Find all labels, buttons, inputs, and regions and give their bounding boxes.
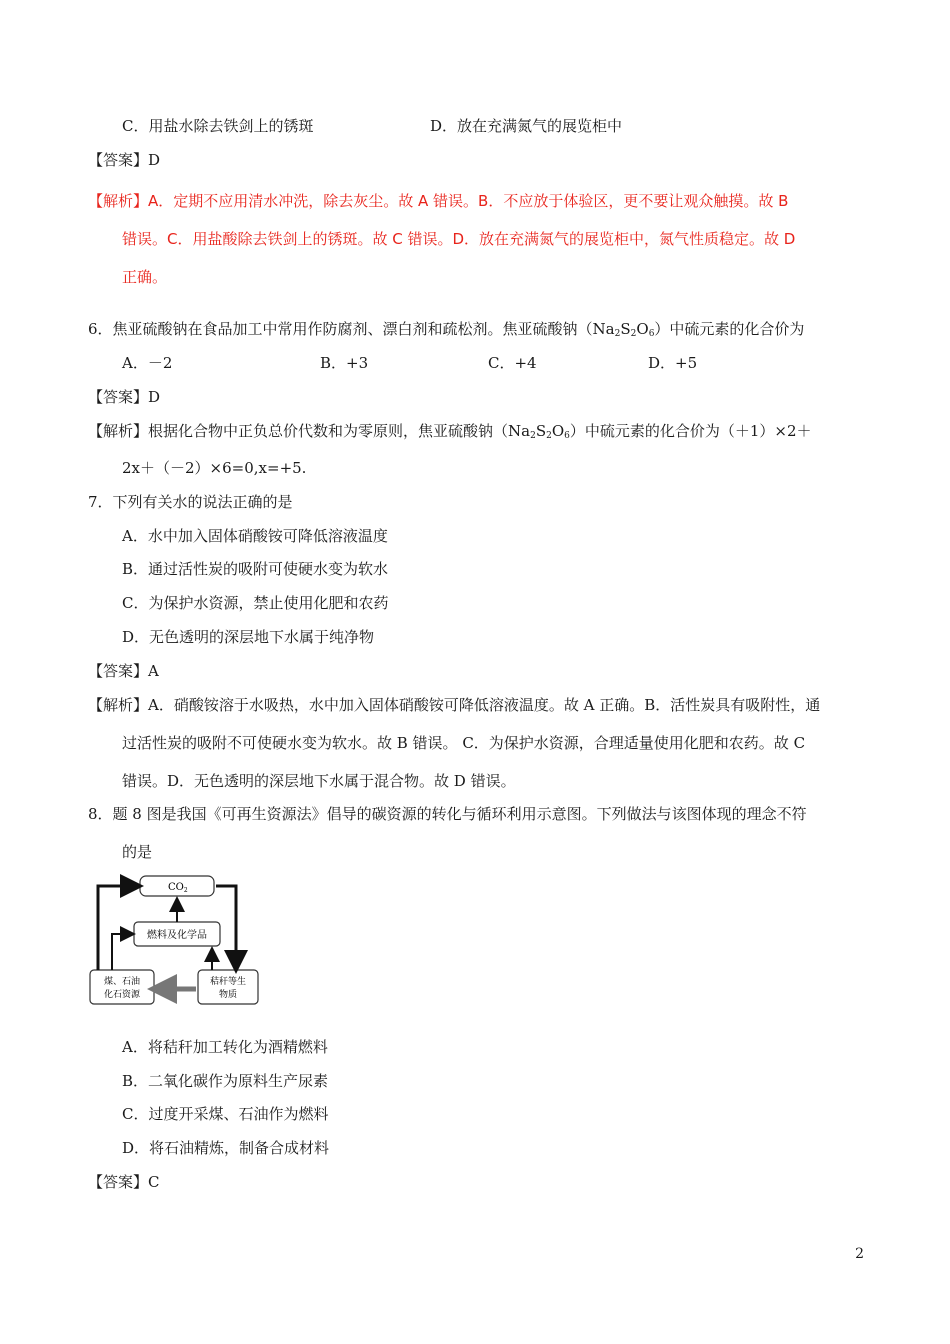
q7-option-b: B．通过活性炭的吸附可使硬水变为软水 — [122, 560, 389, 578]
carbon-cycle-diagram — [88, 872, 268, 1010]
q5-analysis-line-1: 【解析】A．定期不应用清水冲洗，除去灰尘。故 A 错误。B．不应放于体验区，更不要让观众触摸。故 B — [88, 192, 789, 210]
q5-option-d: D．放在充满氮气的展览柜中 — [430, 117, 623, 135]
fossil-label-2: 化石资源 — [103, 990, 141, 1000]
fossil-label-1: 煤、石油 — [103, 977, 141, 987]
q7-answer: 【答案】A — [88, 662, 159, 680]
q7-option-c: C．为保护水资源，禁止使用化肥和农药 — [122, 594, 389, 612]
q6-stem: 6．焦亚硫酸钠在食品加工中常用作防腐剂、漂白剂和疏松剂。焦亚硫酸钠$(Na_2S_2O_6)$中硫元素的化合价为 — [88, 320, 805, 339]
q8-option-a: A．将秸秆加工转化为酒精燃料 — [122, 1038, 328, 1056]
q7-stem: 7．下列有关水的说法正确的是 — [88, 493, 293, 511]
q7-analysis-line-2: 过活性炭的吸附不可使硬水变为软水。故 B 错误。 C．为保护水资源，合理适量使用化肥和农药。故 C — [122, 734, 806, 752]
q8-stem-line-2: 的是 — [122, 843, 153, 861]
page-number: 2 — [855, 1246, 864, 1262]
q6-analysis-line-1: 【解析】根据化合物中正负总价代数和为零原则，焦亚硫酸钠$(Na_2S_2O_6)$中硫元素的化合价为（＋1）×2＋ — [88, 422, 812, 441]
q8-option-d: D．将石油精炼，制备合成材料 — [122, 1139, 330, 1157]
q8-option-c: C．过度开采煤、石油作为燃料 — [122, 1105, 329, 1123]
q6-answer: 【答案】D — [88, 388, 161, 406]
q5-option-c: C．用盐水除去铁剑上的锈斑 — [122, 117, 314, 135]
biomass-label-2: 物质 — [218, 990, 238, 1000]
q6-analysis-line-2: 2x＋（－2）×6=0,x=+5. — [122, 459, 307, 477]
q7-analysis-line-3: 错误。D．无色透明的深层地下水属于混合物。故 D 错误。 — [122, 772, 516, 790]
fuel-label: 燃料及化学品 — [147, 930, 207, 941]
biomass-label-1: 秸秆等生 — [209, 977, 247, 987]
q6-option-c: C．+4 — [488, 354, 537, 372]
q5-analysis-line-2: 错误。C．用盐酸除去铁剑上的锈斑。故 C 错误。D．放在充满氮气的展览柜中，氮气性质稳定。故 D — [122, 230, 796, 248]
q7-analysis-line-1: 【解析】A．硝酸铵溶于水吸热，水中加入固体硝酸铵可降低溶液温度。故 A 正确。B．活性炭具有吸附性，通 — [88, 696, 821, 714]
q7-option-a: A．水中加入固体硝酸铵可降低溶液温度 — [122, 527, 388, 545]
q7-option-d: D．无色透明的深层地下水属于纯净物 — [122, 628, 375, 646]
fossil-to-fuel-arrow — [112, 934, 132, 970]
q5-answer: 【答案】D — [88, 151, 161, 169]
q5-analysis-line-3: 正确。 — [122, 268, 168, 286]
q6-option-b: B．+3 — [320, 354, 369, 372]
q8-answer: 【答案】C — [88, 1173, 160, 1191]
q8-stem-line-1: 8．题 8 图是我国《可再生资源法》倡导的碳资源的转化与循环利用示意图。下列做法与该图体现的理念不符 — [88, 805, 807, 823]
co2-label: $CO_2$ — [168, 882, 188, 894]
q6-option-d: D．+5 — [648, 354, 698, 372]
q8-option-b: B．二氧化碳作为原料生产尿素 — [122, 1072, 329, 1090]
fossil-to-co2-arrow — [98, 886, 138, 970]
q6-option-a: A．－2 — [122, 354, 173, 372]
